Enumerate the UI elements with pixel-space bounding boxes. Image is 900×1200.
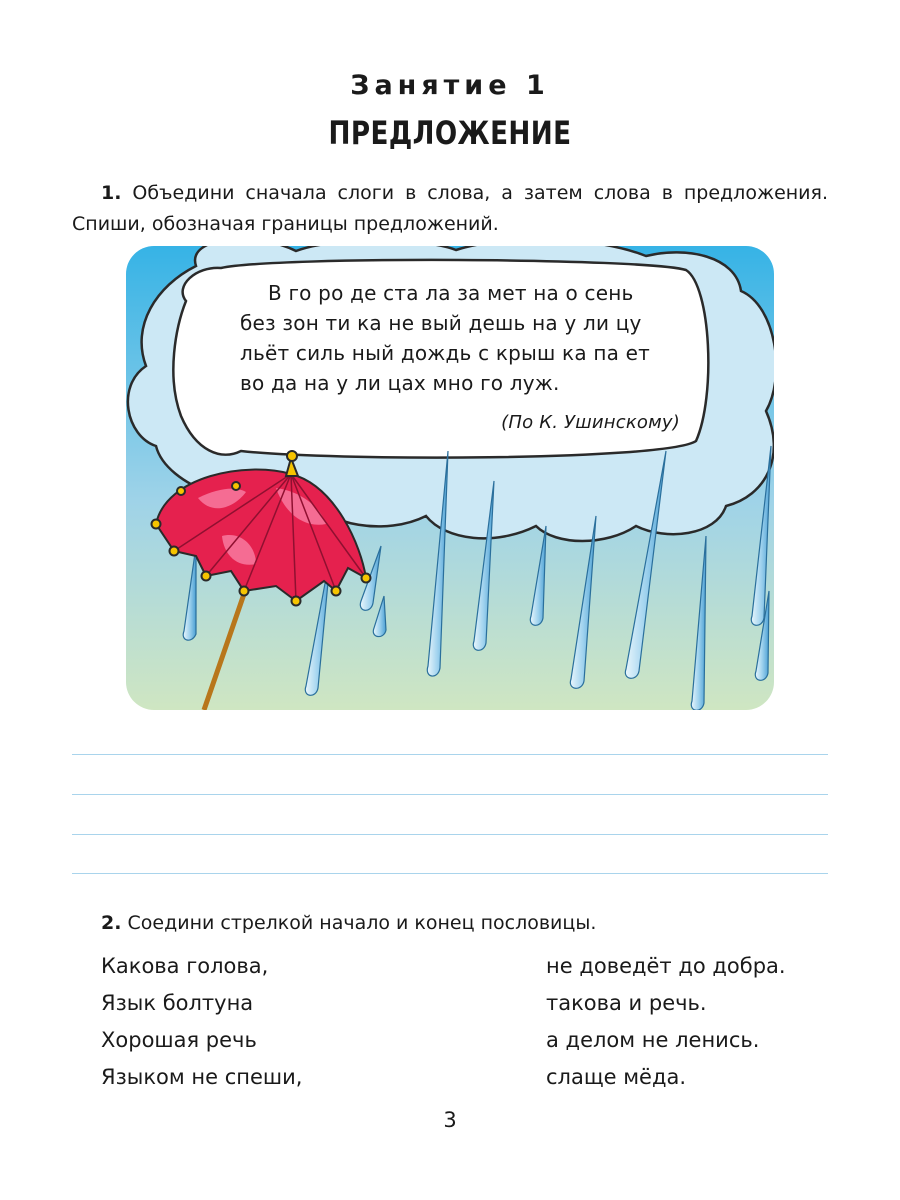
poem-line: без зон ти ка не вый дешь на у ли цу [240, 311, 642, 335]
task-1-number: 1. [101, 182, 122, 204]
proverb-ending[interactable]: слаще мёда. [546, 1065, 687, 1089]
proverb-ending[interactable]: а делом не ленись. [546, 1028, 760, 1052]
writing-line[interactable] [72, 873, 828, 874]
proverb-endings [546, 948, 786, 1096]
writing-line[interactable] [72, 754, 828, 755]
proverb-beginning[interactable]: Язык болтуна [101, 991, 254, 1015]
writing-line[interactable] [72, 834, 828, 835]
page-number: 3 [443, 1108, 457, 1132]
proverb-beginnings [101, 948, 302, 1096]
proverb-ending[interactable]: не доведёт до добра. [546, 954, 786, 978]
proverb-ending[interactable]: такова и речь. [546, 991, 707, 1015]
task-2-number: 2. [101, 912, 122, 934]
proverb-beginning[interactable]: Хорошая речь [101, 1028, 257, 1052]
task-2-instruction [72, 908, 828, 939]
task-2-text: Соедини стрелкой начало и конец пословицы. [127, 912, 597, 934]
proverb-beginning[interactable]: Какова голова, [101, 954, 269, 978]
poem-line: льёт силь ный дождь с крыш ка па ет [240, 341, 650, 365]
poem-text [240, 278, 680, 438]
proverb-beginning[interactable]: Языком не спеши, [101, 1065, 303, 1089]
writing-line[interactable] [72, 794, 828, 795]
poem-author: (По К. Ушинскому) [501, 412, 680, 433]
lesson-title: ПРЕДЛОЖЕНИЕ [328, 114, 572, 152]
lesson-number: Занятие 1 [350, 70, 550, 101]
poem-line: В го ро де ста ла за мет на о сень [268, 281, 634, 305]
task-1-instruction [72, 178, 828, 240]
poem-line: во да на у ли цах мно го луж. [240, 371, 560, 395]
task-1-text: Объедини сначала слоги в слова, а затем слова в предложения. Спиши, обозначая границы предложений. [72, 182, 828, 235]
